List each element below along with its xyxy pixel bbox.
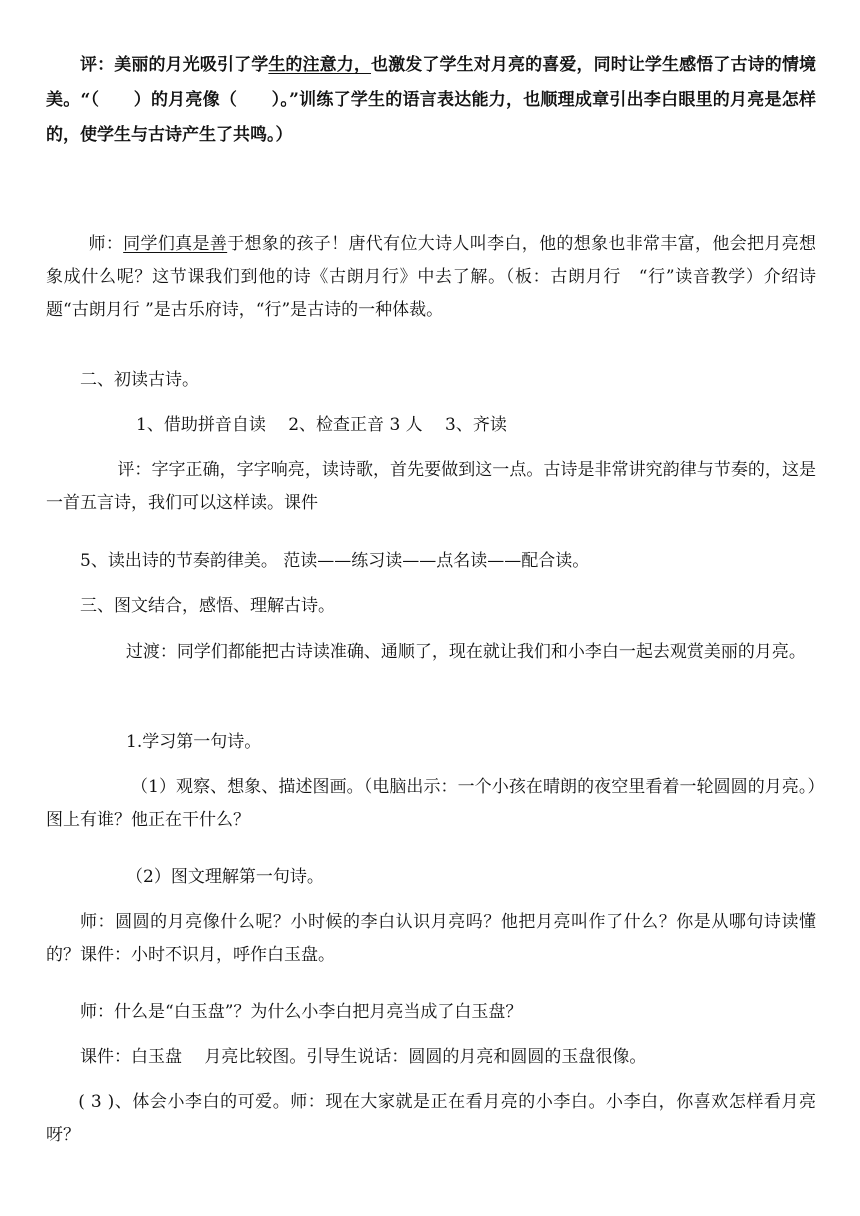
step-5: 5、读出诗的节奏韵律美。 范读——练习读——点名读——配合读。 [80, 551, 590, 571]
experience-paragraph: ( 3 )、体会小李白的可爱。师：现在大家就是正在看月亮的小李白。小李白，你喜欢怎样看月亮呀？ [46, 1092, 816, 1145]
comment-underlined: 生的注意力， [268, 55, 372, 75]
section-2-heading: 二、初读古诗。 [80, 370, 199, 390]
comment-lead: 评：美丽的月光吸引了学 [80, 55, 269, 75]
courseware-line: 课件：白玉盘 月亮比较图。引导生说话：圆圆的月亮和圆圆的玉盘很像。 [80, 1047, 647, 1067]
comment-paragraph-2: 评：字字正确，字字响亮，读诗歌，首先要做到这一点。古诗是非常讲究韵律与节奏的，这是一首五言诗，我们可以这样读。课件 [46, 460, 816, 513]
observe-paragraph: （1）观察、想象、描述图画。（电脑出示：一个小孩在晴朗的夜空里看着一轮圆圆的月亮。）图上有谁？他正在干什么？ [46, 777, 816, 830]
transition-paragraph: 过渡：同学们都能把古诗读准确、通顺了，现在就让我们和小李白一起去观赏美丽的月亮。 [125, 642, 806, 662]
comment-paragraph-1 [46, 48, 816, 153]
section-3-heading: 三、图文结合，感悟、理解古诗。 [80, 596, 335, 616]
reading-steps: 1、借助拼音自读 2、检查正音 3 人 3、齐读 [136, 415, 507, 435]
teacher-question-1: 师：圆圆的月亮像什么呢？小时候的李白认识月亮吗？他把月亮叫作了什么？你是从哪句诗读懂的？课件：小时不识月，呼作白玉盘。 [46, 912, 816, 965]
study-item-1: 1.学习第一句诗。 [126, 732, 262, 752]
understand-item: （2）图文理解第一句诗。 [126, 867, 324, 887]
teacher-intro-underlined: 同学们真是善 [123, 234, 228, 254]
teacher-question-2: 师：什么是“白玉盘”？为什么小李白把月亮当成了白玉盘？ [80, 1002, 523, 1022]
teacher-intro-rest: 于想象的孩子！唐代有位大诗人叫李白，他的想象也非常丰富，他会把月亮想象成什么呢？这节课我们到他的诗《古朗月行》中去了解。（板：古朗月行 “行”读音教学）介绍诗题“古朗月行 ”是古乐府诗，“行”是古诗的一种体裁。 [46, 234, 817, 320]
teacher-intro-lead: 师： [88, 234, 124, 254]
teacher-intro-paragraph [46, 228, 816, 327]
comment-rest: 也激发了学生对月亮的喜爱，同时让学生感悟了古诗的情境美。“（ ）的月亮像（ ）。”训练了学生的语言表达能力，也顺理成章引出李白眼里的月亮是怎样的，使学生与古诗产生了共鸣。） [46, 55, 817, 145]
